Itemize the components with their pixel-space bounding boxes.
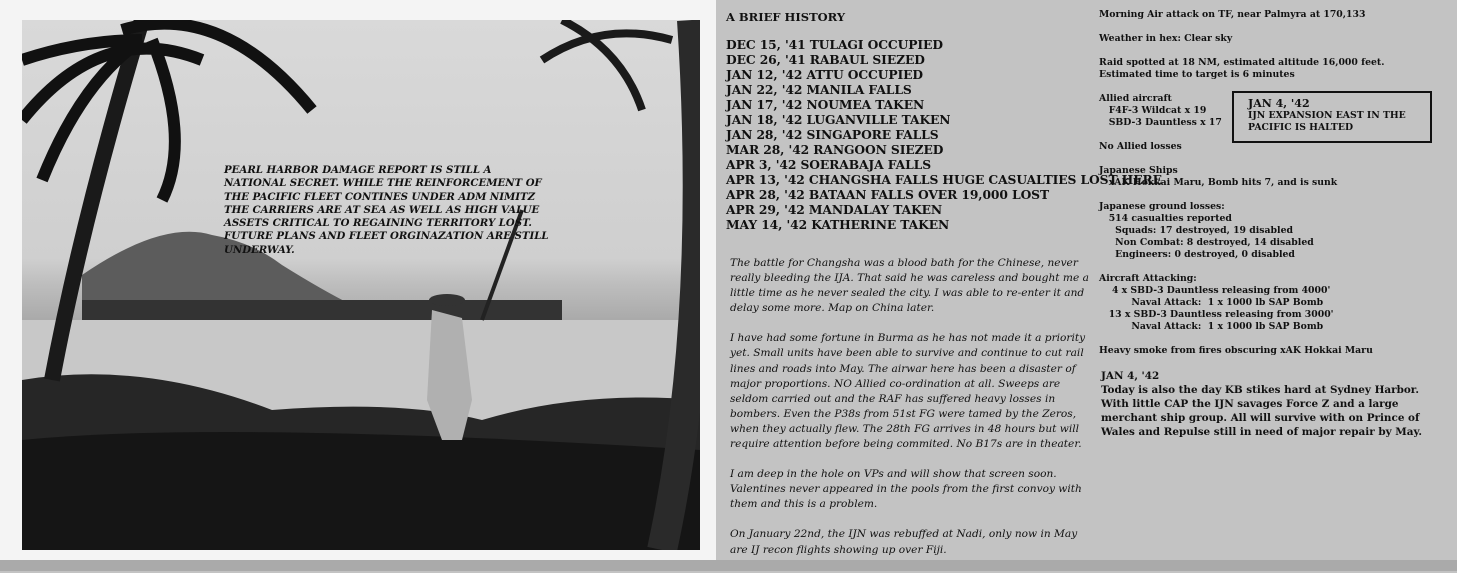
kb-note bbox=[1101, 369, 1441, 439]
allied-title: Allied aircraft bbox=[1099, 93, 1172, 104]
note-paragraph: The battle for Changsha was a blood bath for the Chinese, never really bleeding the IJA. That said he was careless and bought me a little time as he never sealed the city. I was able to re-enter it and delay some more. Map on China later. bbox=[730, 257, 1089, 315]
photo-scene bbox=[22, 20, 700, 550]
japanese-ship: xAK Hokkai Maru, Bomb hits 7, and is sunk bbox=[1099, 177, 1338, 188]
ships-title: Japanese Ships bbox=[1099, 165, 1178, 176]
note-paragraph: I am deep in the hole on VPs and will show that screen soon. Valentines never appeared in the pools from the first convoy with them and this is a problem. bbox=[730, 468, 1082, 511]
commentary bbox=[730, 256, 1095, 573]
headline-date: JAN 4, '42 bbox=[1248, 97, 1310, 110]
bottom-strip bbox=[0, 560, 1457, 571]
history-event: APR 3, '42 SOERABAJA FALLS bbox=[726, 157, 931, 172]
report-raid: Raid spotted at 18 NM, estimated altitude 16,000 feet. bbox=[1099, 57, 1385, 68]
headline-box bbox=[1232, 91, 1432, 143]
attacking-title: Aircraft Attacking: bbox=[1099, 273, 1197, 284]
attacking-line: 4 x SBD-3 Dauntless releasing from 4000' bbox=[1099, 285, 1331, 296]
headline-text: IJN EXPANSION EAST IN THE PACIFIC IS HALTED bbox=[1248, 110, 1406, 133]
allied-aircraft: F4F-3 Wildcat x 19 bbox=[1099, 105, 1207, 116]
ground-loss: 514 casualties reported bbox=[1099, 213, 1232, 224]
ground-loss: Squads: 17 destroyed, 19 disabled bbox=[1099, 225, 1294, 236]
attacking-line: Naval Attack: 1 x 1000 lb SAP Bomb bbox=[1099, 321, 1324, 332]
ground-title: Japanese ground losses: bbox=[1099, 201, 1225, 212]
history-event: JAN 28, '42 SINGAPORE FALLS bbox=[726, 127, 939, 142]
pearl-harbor-photo bbox=[22, 20, 700, 550]
combat-report bbox=[1099, 9, 1449, 369]
photo-caption: PEARL HARBOR DAMAGE REPORT IS STILL A NATIONAL SECRET. WHILE THE REINFORCEMENT OF THE PACIFIC FLEET CONTINES UNDER ADM NIMITZ THE CARRIERS ARE AT SEA AS WELL AS HIGH VALUE ASSETS CRITICAL TO REGAINING TERRITORY LOST. FUTURE PLANS AND FLEET ORGINAZATION ARE STILL UNDERWAY. bbox=[224, 164, 549, 256]
history-event: MAR 28, '42 RANGOON SIEZED bbox=[726, 142, 944, 157]
history-event: JAN 17, '42 NOUMEA TAKEN bbox=[726, 97, 925, 112]
history-title: A BRIEF HISTORY bbox=[726, 10, 846, 24]
attacking-line: Naval Attack: 1 x 1000 lb SAP Bomb bbox=[1099, 297, 1324, 308]
history-event: MAY 14, '42 KATHERINE TAKEN bbox=[726, 217, 950, 232]
history-event: DEC 15, '41 TULAGI OCCUPIED bbox=[726, 37, 943, 52]
attacking-line: 13 x SBD-3 Dauntless releasing from 3000' bbox=[1099, 309, 1334, 320]
report-header: Morning Air attack on TF, near Palmyra at 170,133 bbox=[1099, 9, 1366, 20]
ground-loss: Engineers: 0 destroyed, 0 disabled bbox=[1099, 249, 1295, 260]
allied-aircraft: SBD-3 Dauntless x 17 bbox=[1099, 117, 1222, 128]
history-event: APR 29, '42 MANDALAY TAKEN bbox=[726, 202, 943, 217]
photo-frame bbox=[0, 0, 716, 560]
report-smoke: Heavy smoke from fires obscuring xAK Hokkai Maru bbox=[1099, 345, 1373, 356]
note-paragraph: I have had some fortune in Burma as he has not made it a priority yet. Small units have been able to survive and continue to cut rail lines and roads into May. The airwar here has been a disaster of major proportions. NO Allied co-ordination at all. Sweeps are seldom carried out and the RAF has suffered heavy losses in bombers. Even the P38s from 51st FG were tamed by the Zeros, when they actually flew. The 28th FG arrives in 48 hours but will require attention before being commited. No B17s are in theater. bbox=[730, 332, 1086, 451]
history-event: JAN 18, '42 LUGANVILLE TAKEN bbox=[726, 112, 951, 127]
history-event: APR 28, '42 BATAAN FALLS OVER 19,000 LOST bbox=[726, 187, 1050, 202]
history-event: JAN 12, '42 ATTU OCCUPIED bbox=[726, 67, 923, 82]
ground-loss: Non Combat: 8 destroyed, 14 disabled bbox=[1099, 237, 1314, 248]
kb-text: Today is also the day KB stikes hard at Sydney Harbor. With little CAP the IJN savages Force Z and a large merchant ship group. All will survive with on Prince of Wales and Repulse still in need of major repair by May. bbox=[1101, 384, 1422, 438]
history-event: DEC 26, '41 RABAUL SIEZED bbox=[726, 52, 925, 67]
report-raid: Estimated time to target is 6 minutes bbox=[1099, 69, 1295, 80]
history-event: JAN 22, '42 MANILA FALLS bbox=[726, 82, 912, 97]
allied-losses: No Allied losses bbox=[1099, 141, 1182, 152]
note-paragraph: On January 22nd, the IJN was rebuffed at Nadi, only now in May are IJ recon flights showing up over Fiji. bbox=[730, 528, 1078, 556]
report-weather: Weather in hex: Clear sky bbox=[1099, 33, 1233, 44]
history-event: APR 13, '42 CHANGSHA FALLS HUGE CASUALTIES LOST HERE bbox=[726, 172, 1162, 187]
kb-date: JAN 4, '42 bbox=[1101, 370, 1160, 382]
